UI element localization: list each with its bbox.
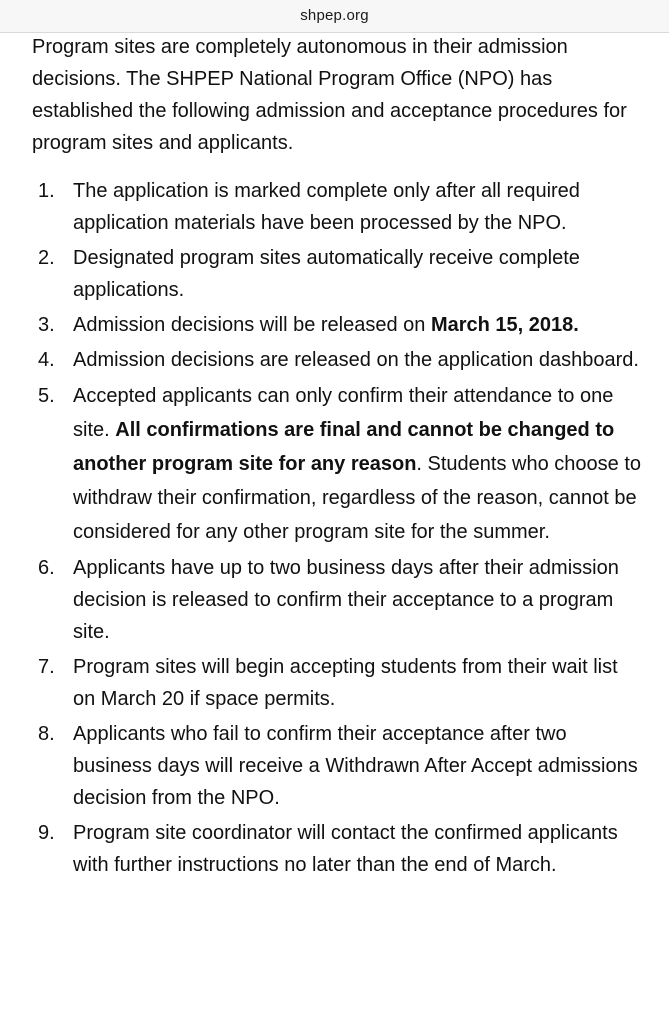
list-item bbox=[32, 379, 642, 549]
list-item-text bbox=[73, 349, 639, 371]
procedure-list bbox=[32, 175, 642, 881]
list-item-number: 8. bbox=[38, 723, 55, 745]
browser-address-bar[interactable] bbox=[0, 0, 669, 33]
bold-text: March 15, 2018. bbox=[430, 314, 579, 336]
text-segment: Applicants have up to two business days after their admission decision is released to confirm their acceptance to a program site. bbox=[73, 557, 619, 643]
list-item bbox=[32, 718, 642, 814]
text-segment: Admission decisions are released on the application dashboard. bbox=[73, 349, 639, 371]
list-item-number: 6. bbox=[38, 557, 55, 579]
list-item bbox=[32, 552, 642, 648]
text-segment: Designated program sites automatically receive complete applications. bbox=[73, 247, 580, 301]
list-item bbox=[32, 344, 642, 376]
text-segment: Program sites will begin accepting students from their wait list on March 20 if space permits. bbox=[73, 656, 618, 710]
article-content bbox=[32, 31, 642, 884]
list-item-text bbox=[73, 557, 619, 643]
text-segment: Program site coordinator will contact the confirmed applicants with further instructions no later than the end of March. bbox=[73, 822, 618, 876]
list-item bbox=[32, 175, 642, 239]
list-item-number: 9. bbox=[38, 822, 55, 844]
text-segment: Applicants who fail to confirm their acceptance after two business days will receive a Withdrawn After Accept admissions decision from the NPO. bbox=[73, 723, 638, 809]
url-text[interactable]: shpep.org bbox=[300, 6, 369, 24]
text-segment: . Students who choose to withdraw their confirmation, regardless of the reason, cannot be considered for any other program site for the summer. bbox=[73, 453, 642, 543]
list-item-text bbox=[73, 723, 638, 809]
list-item-number: 5. bbox=[38, 385, 55, 407]
list-item-text bbox=[73, 385, 641, 543]
list-item-number: 3. bbox=[38, 314, 55, 336]
list-item-number: 2. bbox=[38, 247, 55, 269]
text-segment: The application is marked complete only after all required application materials have been processed by the NPO. bbox=[73, 180, 580, 234]
list-item-text bbox=[73, 656, 618, 710]
list-item-number: 4. bbox=[38, 349, 55, 371]
list-item bbox=[32, 309, 642, 341]
bold-text: All confirmations are final and cannot be changed to another program site for any reason bbox=[73, 419, 615, 475]
list-item bbox=[32, 817, 642, 881]
list-item-number: 1. bbox=[38, 180, 55, 202]
list-item-text bbox=[73, 247, 580, 301]
list-item bbox=[32, 651, 642, 715]
list-item-number: 7. bbox=[38, 656, 55, 678]
list-item-text bbox=[73, 314, 579, 336]
intro-paragraph: Program sites are completely autonomous in their admission decisions. The SHPEP National Program Office (NPO) has established the following admission and acceptance procedures for program sites and applicants. bbox=[32, 36, 627, 154]
list-item bbox=[32, 242, 642, 306]
text-segment: Admission decisions will be released on bbox=[73, 314, 431, 336]
list-item-text bbox=[73, 180, 580, 234]
text-segment: Accepted applicants can only confirm their attendance to one site. bbox=[73, 385, 614, 441]
list-item-text bbox=[73, 822, 618, 876]
